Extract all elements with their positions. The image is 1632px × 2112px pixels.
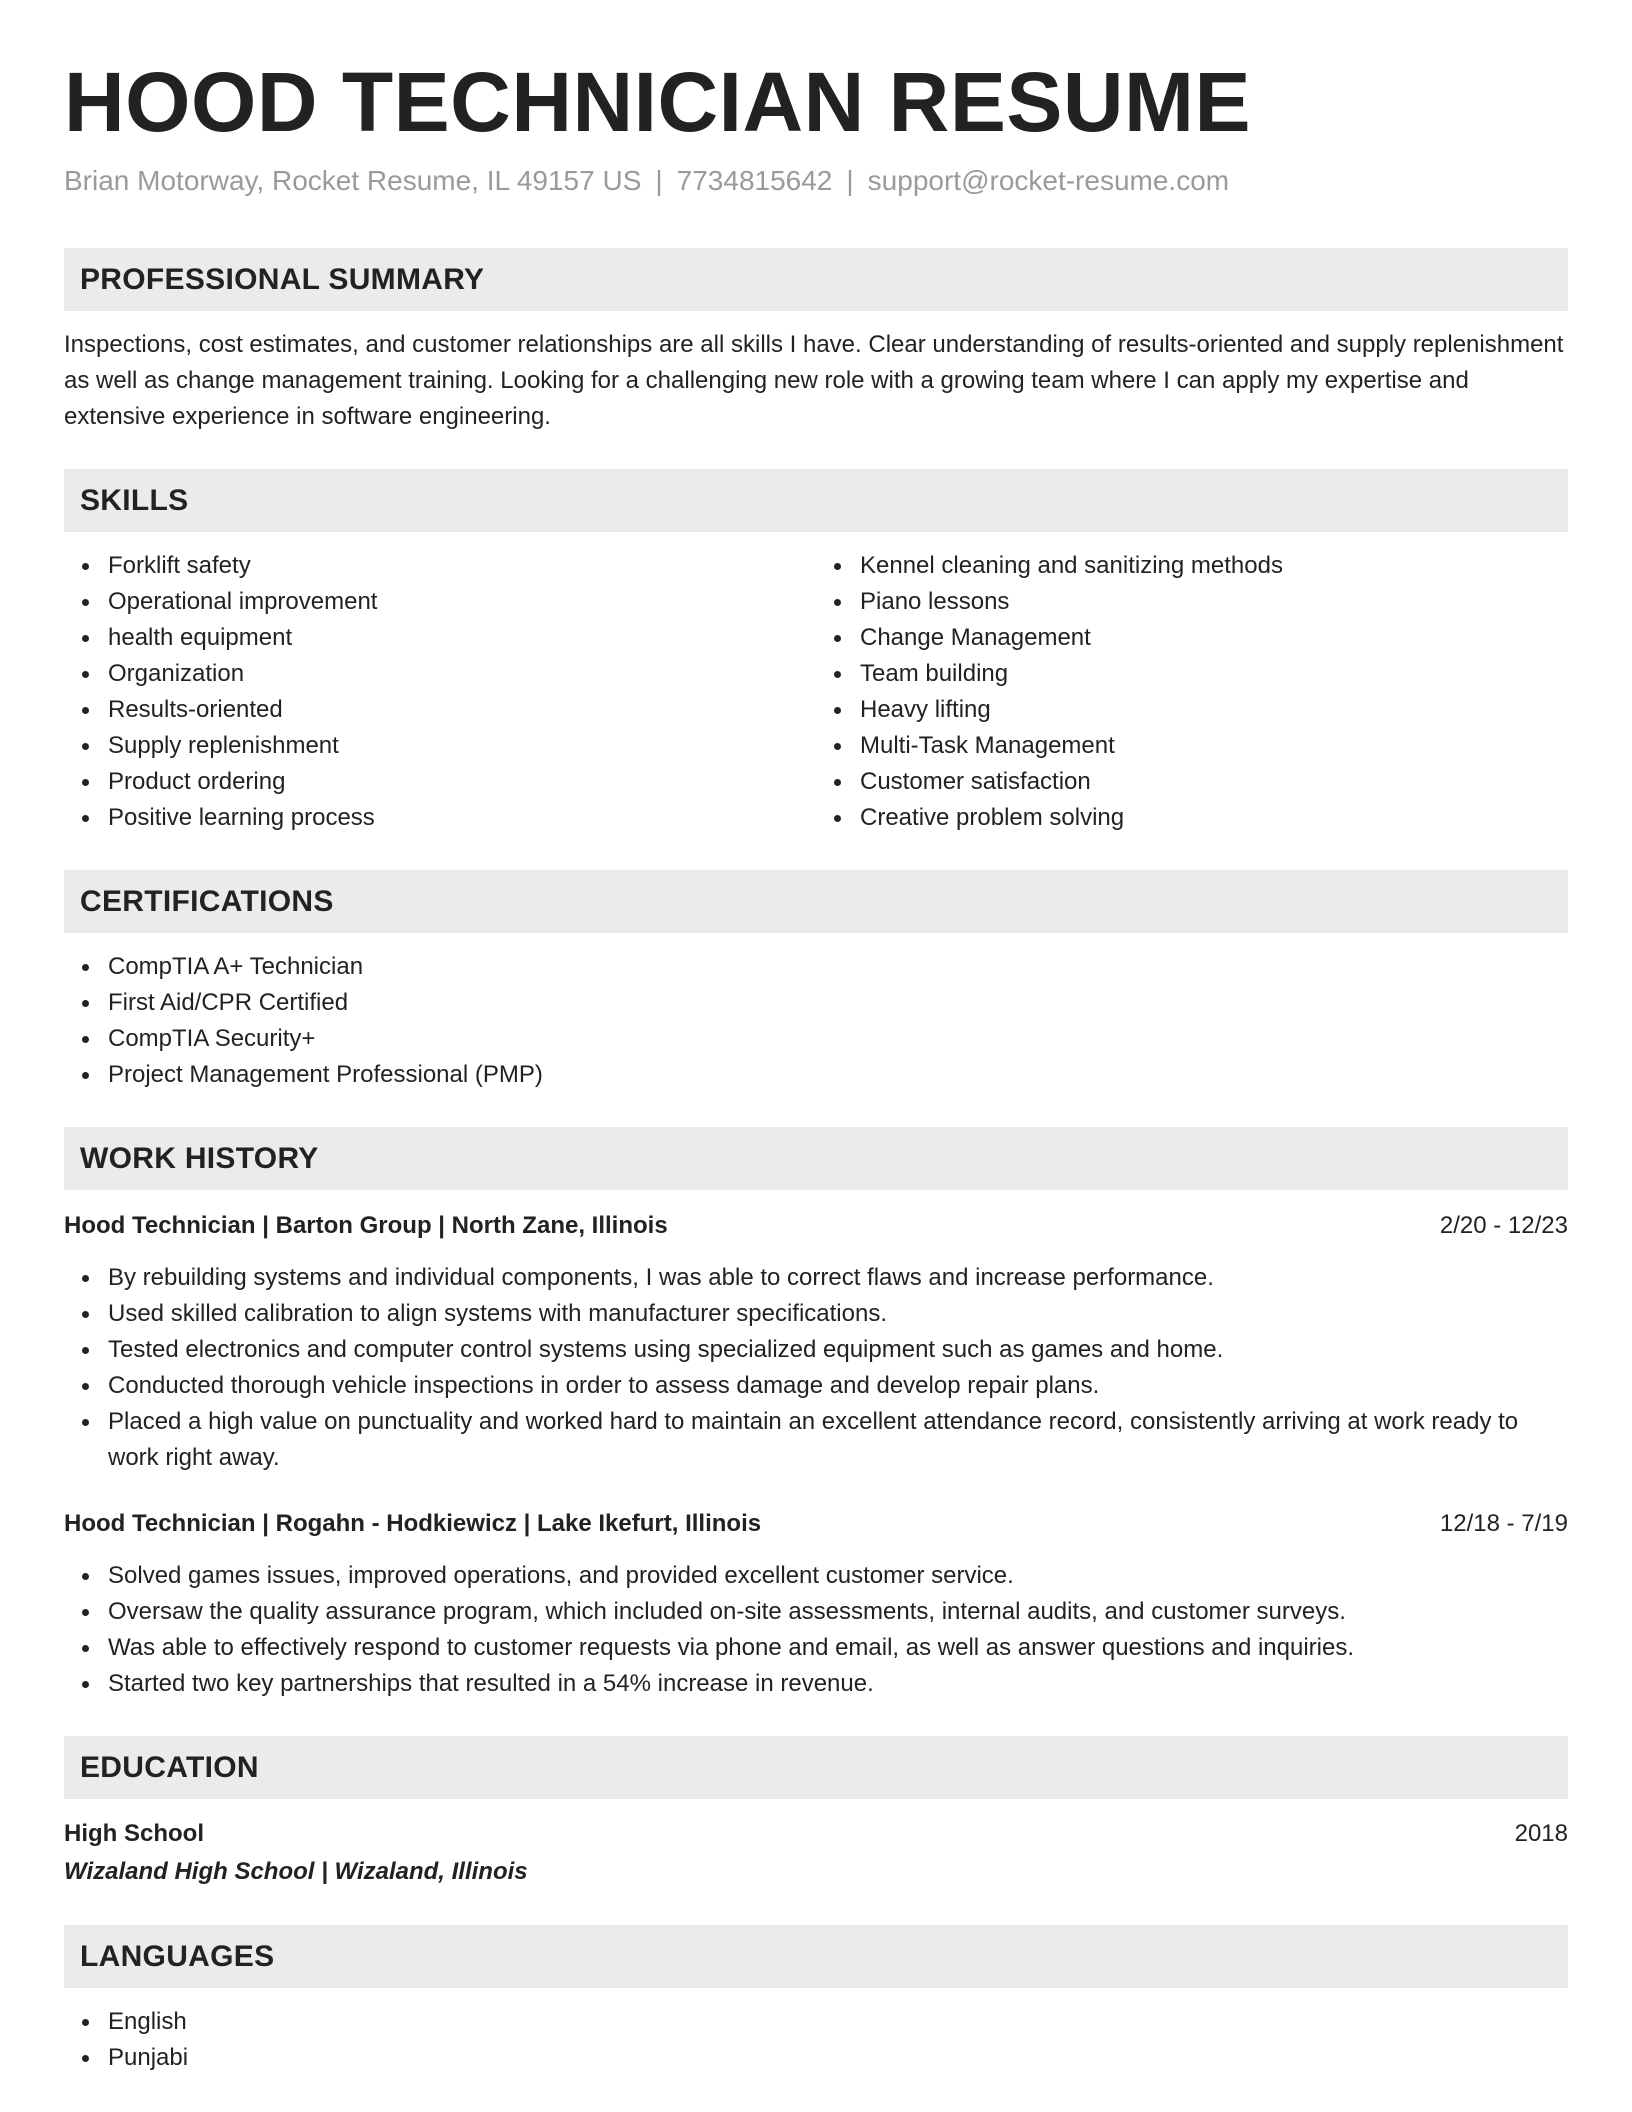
education-school: Wizaland High School | Wizaland, Illinois (64, 1857, 528, 1885)
skill-item: Creative problem solving (860, 800, 1568, 836)
contact-separator: | (846, 165, 854, 197)
job-bullet: Tested electronics and computer control systems using specialized equipment such as games and home. (108, 1332, 1568, 1368)
education-year: 2018 (1514, 1819, 1568, 1847)
skill-item: Positive learning process (108, 800, 816, 836)
job-dates: 12/18 - 7/19 (1439, 1509, 1568, 1537)
skill-item: Heavy lifting (860, 692, 1568, 728)
skill-item: Change Management (860, 620, 1568, 656)
contact-line (64, 164, 1568, 198)
contact-address: Brian Motorway, Rocket Resume, IL 49157 US (64, 165, 642, 197)
languages-list (64, 2004, 1568, 2076)
summary-text: Inspections, cost estimates, and customer relationships are all skills I have. Clear understanding of results-oriented and supply replenishment as well as change management training. Looking for a challenging new role with a growing team where I can apply my expertise and extensive experience in software engineering. (64, 330, 1564, 430)
summary-heading: PROFESSIONAL SUMMARY (64, 248, 1568, 311)
work-history-heading: WORK HISTORY (64, 1127, 1568, 1190)
certification-item: Project Management Professional (PMP) (108, 1057, 1568, 1093)
language-item: English (108, 2004, 1568, 2040)
skill-item: Forklift safety (108, 548, 816, 584)
skill-item: Customer satisfaction (860, 764, 1568, 800)
skills-column-right (816, 548, 1568, 836)
skill-item: Results-oriented (108, 692, 816, 728)
education-header (64, 1815, 1568, 1853)
job-title: Hood Technician | Barton Group | North Zane, Illinois (64, 1211, 668, 1239)
job-header (64, 1506, 1568, 1542)
job-title: Hood Technician | Rogahn - Hodkiewicz | Lake Ikefurt, Illinois (64, 1509, 762, 1537)
skill-item: Team building (860, 656, 1568, 692)
job-bullet: Oversaw the quality assurance program, which included on-site assessments, internal audits, and customer surveys. (108, 1594, 1568, 1630)
job-bullets (64, 1260, 1568, 1476)
job-bullets (64, 1558, 1568, 1702)
job-dates: 2/20 - 12/23 (1439, 1211, 1568, 1239)
education-heading: EDUCATION (64, 1736, 1568, 1799)
contact-separator: | (655, 165, 663, 197)
contact-email: support@rocket-resume.com (867, 165, 1230, 197)
certifications-heading: CERTIFICATIONS (64, 870, 1568, 933)
education-degree: High School (64, 1819, 204, 1847)
language-item: Punjabi (108, 2040, 1568, 2076)
job-bullet: By rebuilding systems and individual components, I was able to correct flaws and increase performance. (108, 1260, 1568, 1296)
job-bullet: Conducted thorough vehicle inspections in order to assess damage and develop repair plans. (108, 1368, 1568, 1404)
skill-item: Piano lessons (860, 584, 1568, 620)
skills-list (64, 532, 1568, 836)
job-bullet: Was able to effectively respond to customer requests via phone and email, as well as answer questions and inquiries. (108, 1630, 1568, 1666)
certification-item: CompTIA Security+ (108, 1021, 1568, 1057)
skill-item: Multi-Task Management (860, 728, 1568, 764)
skill-item: Kennel cleaning and sanitizing methods (860, 548, 1568, 584)
languages-heading: LANGUAGES (64, 1925, 1568, 1988)
skill-item: Product ordering (108, 764, 816, 800)
job-bullet: Solved games issues, improved operations, and provided excellent customer service. (108, 1558, 1568, 1594)
skills-heading: SKILLS (64, 469, 1568, 532)
resume-title: HOOD TECHNICIAN RESUME (64, 55, 1252, 149)
skill-item: Operational improvement (108, 584, 816, 620)
contact-phone: 7734815642 (676, 165, 833, 197)
certifications-list (64, 949, 1568, 1093)
certification-item: CompTIA A+ Technician (108, 949, 1568, 985)
skill-item: Supply replenishment (108, 728, 816, 764)
job-bullet: Placed a high value on punctuality and worked hard to maintain an excellent attendance record, consistently arriving at work ready to work right away. (108, 1404, 1568, 1476)
skill-item: Organization (108, 656, 816, 692)
certification-item: First Aid/CPR Certified (108, 985, 1568, 1021)
skill-item: health equipment (108, 620, 816, 656)
job-bullet: Used skilled calibration to align systems with manufacturer specifications. (108, 1296, 1568, 1332)
job-bullet: Started two key partnerships that resulted in a 54% increase in revenue. (108, 1666, 1568, 1702)
skills-column-left (64, 548, 816, 836)
job-header (64, 1208, 1568, 1244)
